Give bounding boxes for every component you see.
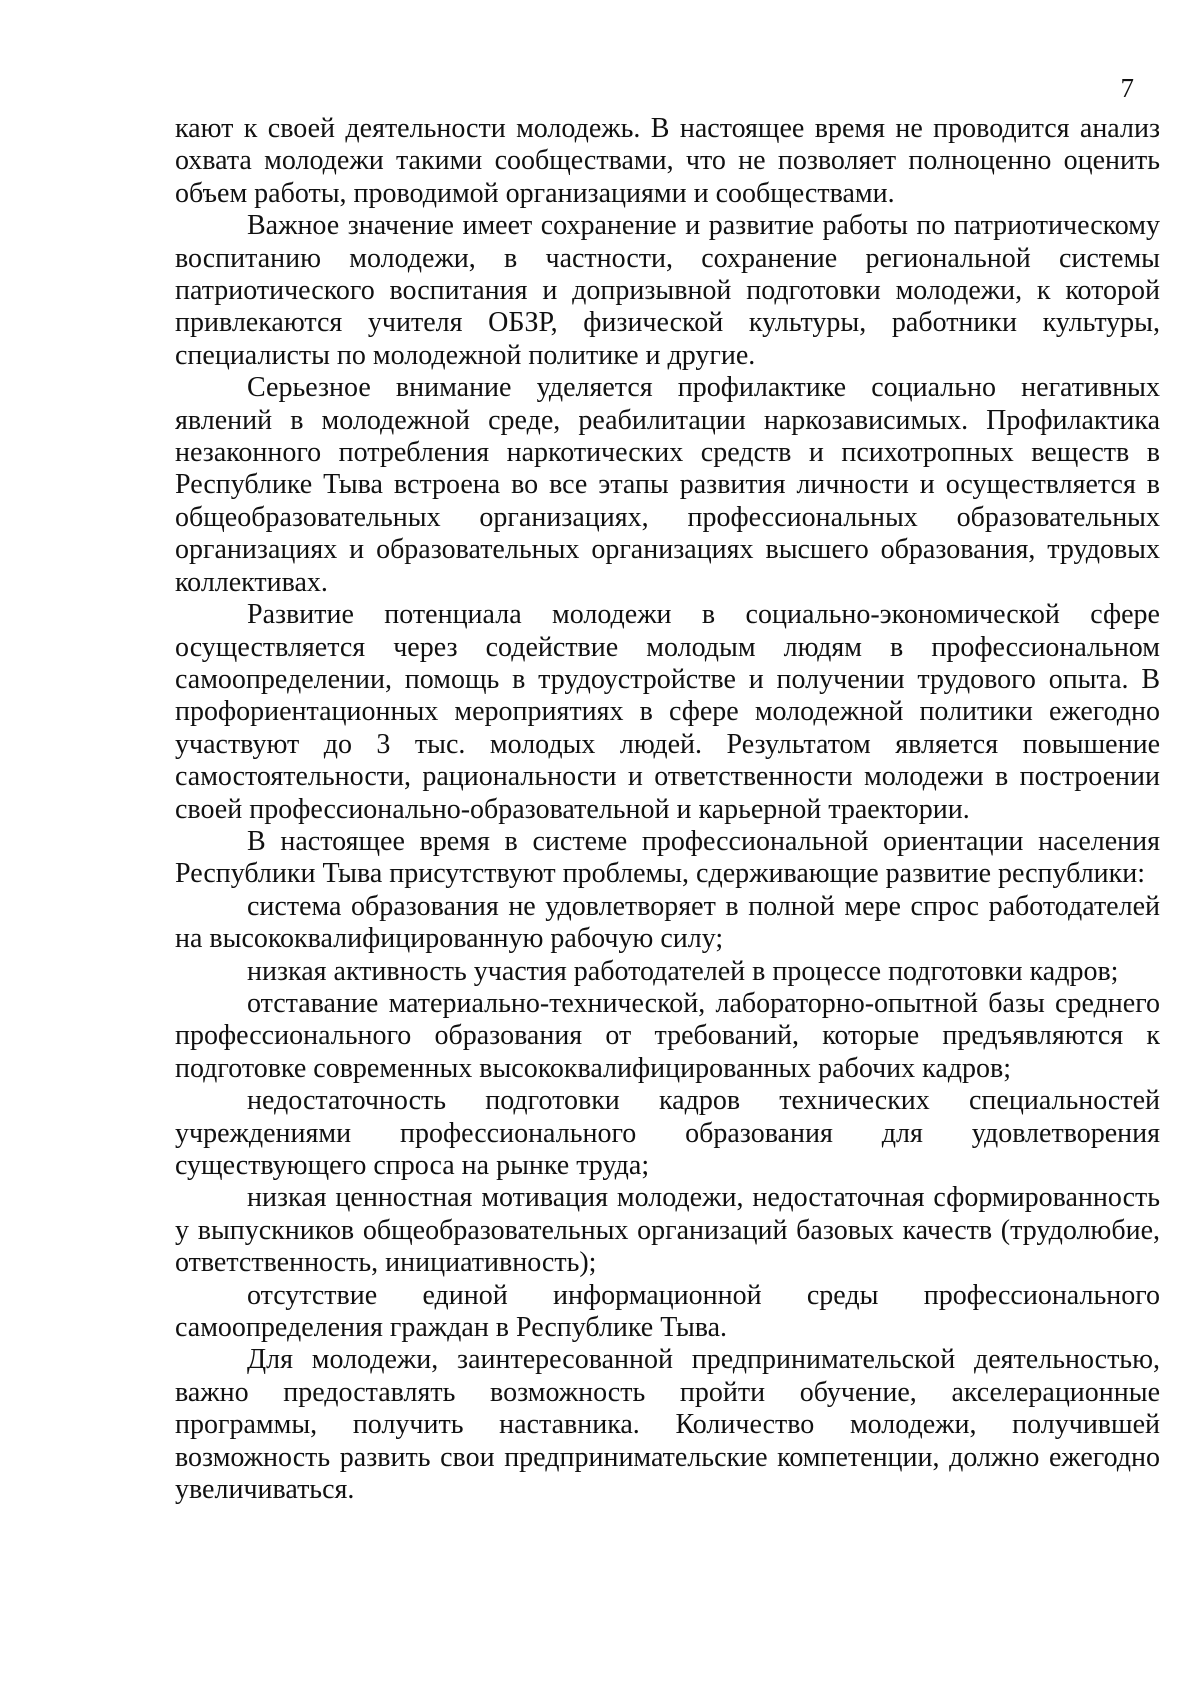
list-item: низкая активность участия работодателей в процессе подготовки кадров; <box>247 955 1119 987</box>
list-item: система образования не удовлетворяет в полной мере спрос работодателей на высококвалифицированную рабочую силу; <box>175 890 1160 955</box>
paragraph: В настоящее время в системе профессиональной ориентации населения Республики Тыва присутствуют проблемы, сдерживающие развитие республики: <box>175 825 1160 890</box>
list-item: отставание материально-технической, лабораторно-опытной базы среднего профессионального образования от требований, которые предъявляются к подготовке современных высококвалифицированных рабочих кадров; <box>175 987 1160 1084</box>
list-item: отсутствие единой информационной среды профессионального самоопределения граждан в Республике Тыва. <box>175 1279 1160 1344</box>
paragraph: Развитие потенциала молодежи в социально-экономической сфере осуществляется через содействие молодым людям в профессиональном самоопределении, помощь в трудоустройстве и получении трудового опыта. В профориентационных мероприятиях в сфере молодежной политики ежегодно участвуют до 3 тыс. молодых людей. Результатом является повышение самостоятельности, рациональности и ответственности молодежи в построении своей профессионально-образовательной и карьерной траектории. <box>175 599 1160 825</box>
paragraph: Важное значение имеет сохранение и развитие работы по патриотическому воспитанию молодежи, в частности, сохранение региональной системы патриотического воспитания и допризывной подготовки молодежи, к которой привлекаются учителя ОБЗР, физической культуры, работники культуры, специалисты по молодежной политике и другие. <box>175 210 1160 371</box>
list-item: недостаточность подготовки кадров технических специальностей учреждениями профессионального образования для удовлетворения существующего спроса на рынке труда; <box>175 1085 1160 1181</box>
paragraph: Серьезное внимание уделяется профилактике социально негативных явлений в молодежной среде, реабилитации наркозависимых. Профилактика незаконного потребления наркотических средств и психотропных веществ в Республике Тыва встроена во все этапы развития личности и осуществляется в общеобразовательных организациях, профессиональных образовательных организациях и образовательных организациях высшего образования, трудовых коллективах. <box>175 372 1160 598</box>
list-item: низкая ценностная мотивация молодежи, недостаточная сформированность у выпускников общеобразовательных организаций базовых качеств (трудолюбие, ответственность, инициативность); <box>175 1182 1160 1279</box>
paragraph: кают к своей деятельности молодежь. В настоящее время не проводится анализ охвата молодежи такими сообществами, что не позволяет полноценно оценить объем работы, проводимой организациями и сообществами. <box>175 113 1160 209</box>
page-number: 7 <box>1120 73 1134 103</box>
document-body <box>175 113 1160 1506</box>
paragraph: Для молодежи, заинтересованной предпринимательской деятельностью, важно предоставлять возможность пройти обучение, акселерационные программы, получить наставника. Количество молодежи, получившей возможность развить свои предпринимательские компетенции, должно ежегодно увеличиваться. <box>175 1344 1160 1506</box>
